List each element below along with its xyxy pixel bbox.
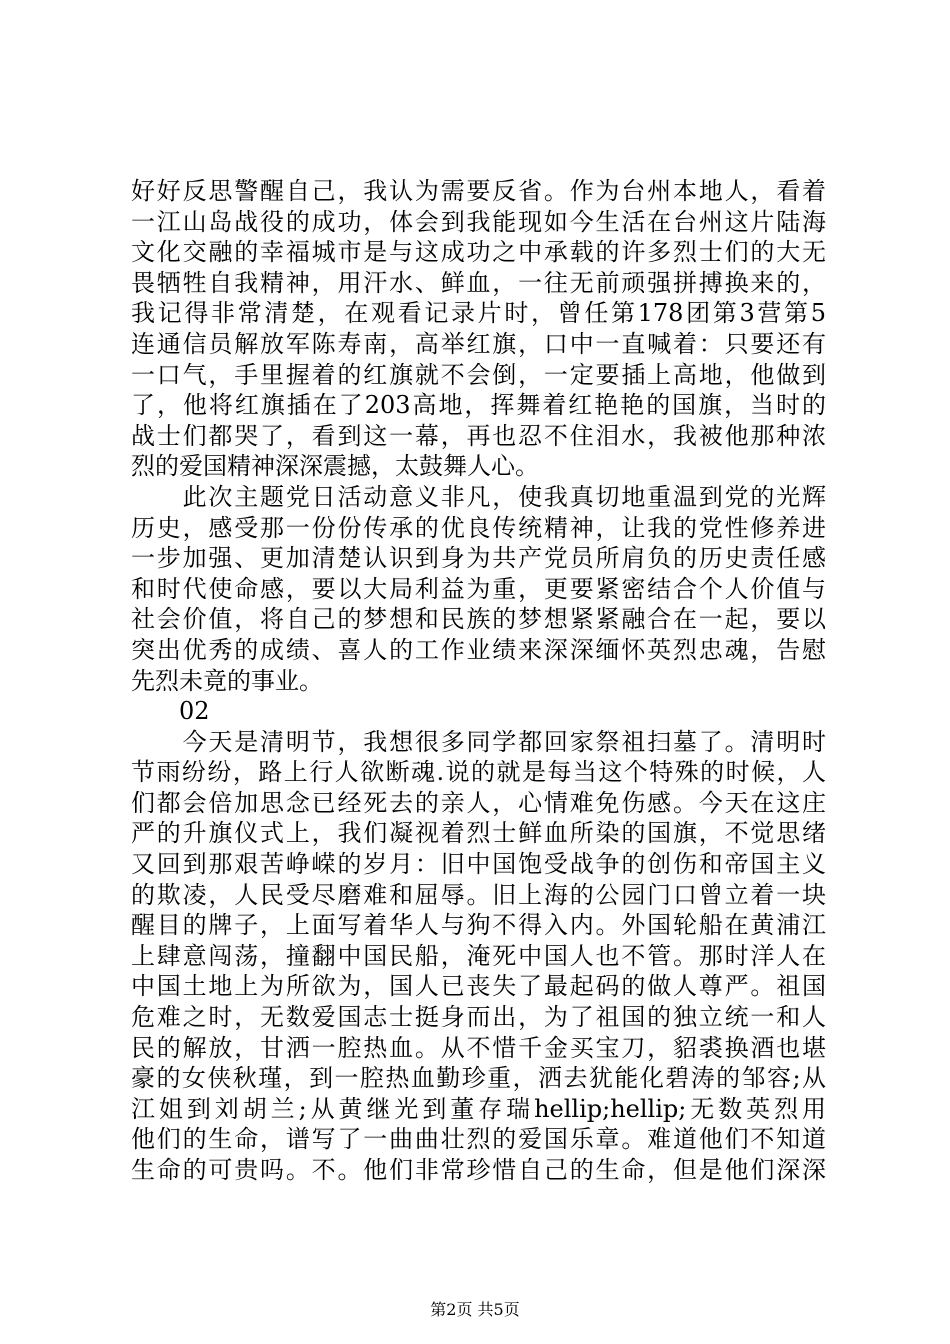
text-line: 今天是清明节，我想很多同学都回家祭祖扫墓了。清明时 [131, 727, 826, 756]
text-line: 豪的女侠秋瑾，到一腔热血勤珍重，洒去犹能化碧涛的邹容;从 [131, 1064, 826, 1093]
text-line: 上肆意闯荡，撞翻中国民船，淹死中国人也不管。那时洋人在 [131, 941, 826, 970]
text-line: 中国土地上为所欲为，国人已丧失了最起码的做人尊严。祖国 [131, 972, 826, 1001]
text-line: 了，他将红旗插在了203高地，挥舞着红艳艳的国旗，当时的 [131, 391, 826, 420]
text-line: 突出优秀的成绩、喜人的工作业绩来深深缅怀英烈忠魂，告慰 [131, 635, 826, 664]
text-line: 烈的爱国精神深深震撼，太鼓舞人心。 [131, 452, 539, 481]
text-line: 们都会倍加思念已经死去的亲人，心情难免伤感。今天在这庄 [131, 788, 826, 817]
text-line: 一口气，手里握着的红旗就不会倒，一定要插上高地，他做到 [131, 360, 826, 389]
text-line: 文化交融的幸福城市是与这成功之中承载的许多烈士们的大无 [131, 238, 826, 267]
text-line: 生命的可贵吗。不。他们非常珍惜自己的生命，但是他们深深 [131, 1156, 826, 1184]
text-line: 江姐到刘胡兰;从黄继光到董存瑞hellip;hellip;无数英烈用 [131, 1094, 826, 1123]
text-line: 一步加强、更加清楚认识到身为共产党员所肩负的历史责任感 [131, 544, 826, 573]
text-line: 危难之时，无数爱国志士挺身而出，为了祖国的独立统一和人 [131, 1003, 826, 1032]
text-line: 和时代使命感，要以大局利益为重，更要紧密结合个人价值与 [131, 574, 826, 603]
text-line: 醒目的牌子，上面写着华人与狗不得入内。外国轮船在黄浦江 [131, 911, 826, 940]
text-line: 先烈未竟的事业。 [131, 666, 323, 695]
text-line: 社会价值，将自己的梦想和民族的梦想紧紧融合在一起，要以 [131, 605, 826, 634]
text-line: 民的解放，甘洒一腔热血。从不惜千金买宝刀，貂裘换酒也堪 [131, 1033, 826, 1062]
text-line: 一江山岛战役的成功，体会到我能现如今生活在台州这片陆海 [131, 207, 826, 236]
text-line: 历史，感受那一份份传承的优良传统精神，让我的党性修养进 [131, 513, 826, 542]
page-footer: 第2页 共5页 [430, 1300, 520, 1319]
text-line: 我记得非常清楚，在观看记录片时，曾任第178团第3营第5 [131, 299, 826, 328]
text-line: 此次主题党日活动意义非凡，使我真切地重温到党的光辉 [131, 482, 826, 511]
text-line: 的欺凌，人民受尽磨难和屈辱。旧上海的公园门口曾立着一块 [131, 880, 826, 909]
text-line: 战士们都哭了，看到这一幕，再也忍不住泪水，我被他那种浓 [131, 421, 826, 450]
text-line: 他们的生命，谱写了一曲曲壮烈的爱国乐章。难道他们不知道 [131, 1125, 826, 1154]
text-line: 严的升旗仪式上，我们凝视着烈士鲜血所染的国旗，不觉思绪 [131, 819, 826, 848]
text-line: 连通信员解放军陈寿南，高举红旗，口中一直喊着：只要还有 [131, 329, 826, 358]
text-line: 畏牺牲自我精神，用汗水、鲜血，一往无前顽强拼搏换来的， [131, 268, 826, 297]
text-line: 又回到那艰苦峥嵘的岁月：旧中国饱受战争的创伤和帝国主义 [131, 850, 826, 879]
document-body [131, 176, 826, 1186]
text-line: 好好反思警醒自己，我认为需要反省。作为台州本地人，看着 [131, 177, 826, 205]
section-heading: 02 [179, 697, 210, 726]
text-line: 节雨纷纷，路上行人欲断魂.说的就是每当这个特殊的时候，人 [131, 758, 826, 787]
